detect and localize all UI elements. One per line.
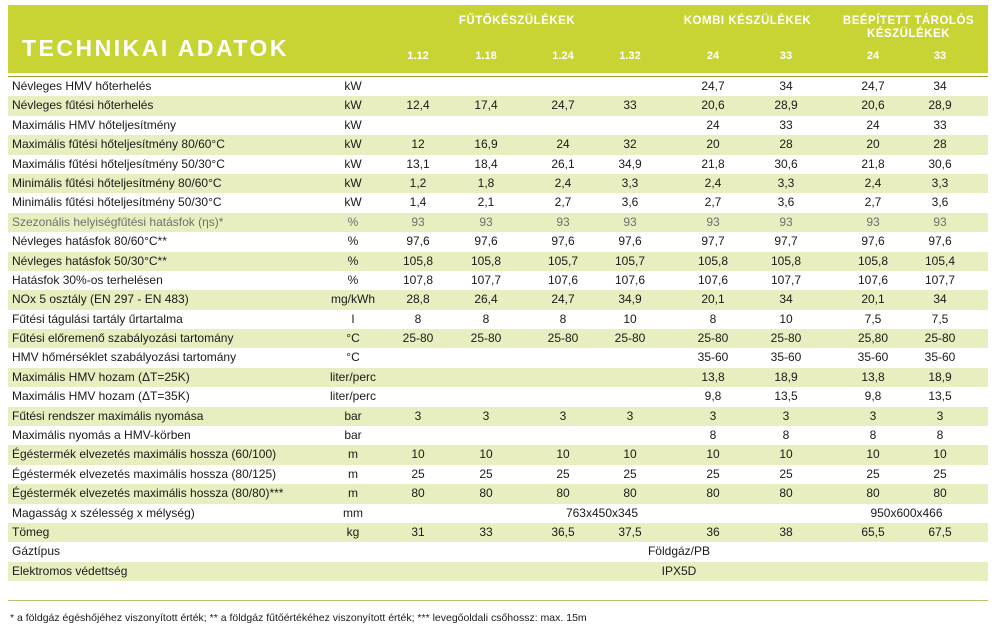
cell-value: 26,1 (551, 156, 575, 171)
cell-value: 80 (933, 486, 947, 501)
row-label: Maximális fűtési hőteljesítmény 80/60°C (12, 137, 225, 152)
cell-value: 25 (779, 466, 793, 481)
cell-value: 24,7 (861, 79, 885, 93)
row-label: Égéstermék elvezetés maximális hossza (60/100) (12, 447, 277, 462)
cell-value: 1,8 (477, 175, 495, 190)
cell-value: 35-60 (924, 350, 956, 365)
cell-value: 105,7 (547, 253, 579, 268)
cell-value: 25 (411, 466, 425, 481)
cell-value: 97,6 (618, 234, 642, 249)
cell-value: 2,4 (864, 175, 882, 190)
cell-value: 24 (556, 137, 570, 152)
cell-value: 20,6 (861, 98, 885, 113)
cell-value: 18,4 (474, 156, 498, 171)
column-heading: 24 (706, 50, 720, 62)
row-label: HMV hőmérséklet szabályozási tartomány (12, 350, 237, 365)
cell-value: 24 (866, 117, 880, 132)
row-unit: m (348, 447, 358, 462)
cell-value: 35-60 (770, 350, 802, 365)
merged-cell-value: Földgáz/PB (647, 544, 711, 559)
cell-value: 28,9 (928, 98, 952, 113)
row-unit: °C (346, 350, 360, 365)
table-row (8, 504, 988, 523)
cell-value: 33 (779, 117, 793, 132)
cell-value: 10 (866, 447, 880, 462)
cell-value: 107,6 (857, 272, 889, 287)
row-label: Magasság x szélesség x mélység) (12, 505, 195, 520)
cell-value: 93 (706, 214, 720, 229)
cell-value: 97,6 (406, 234, 430, 249)
cell-value: 33 (933, 117, 947, 132)
row-unit: kW (344, 79, 362, 93)
cell-value: 12,4 (406, 98, 430, 113)
cell-value: 3,6 (931, 195, 949, 210)
cell-value: 18,9 (928, 369, 952, 384)
cell-value: 24,7 (551, 292, 575, 307)
cell-value: 97,7 (701, 234, 725, 249)
cell-value: 10 (623, 311, 637, 326)
cell-value: 8 (869, 428, 877, 443)
cell-value: 8 (709, 311, 717, 326)
merged-cell-value: 950x600x466 (870, 505, 943, 520)
table-row (8, 193, 988, 212)
cell-value: 13,1 (406, 156, 430, 171)
cell-value: 25-80 (924, 331, 956, 346)
table-row (8, 523, 988, 542)
cell-value: 28 (779, 137, 793, 152)
cell-value: 97,6 (861, 234, 885, 249)
cell-value: 3 (869, 408, 877, 423)
cell-value: 38 (779, 524, 793, 539)
cell-value: 25 (623, 466, 637, 481)
cell-value: 34 (779, 292, 793, 307)
cell-value: 3 (626, 408, 634, 423)
cell-value: 34,9 (618, 292, 642, 307)
cell-value: 2,7 (864, 195, 882, 210)
row-label: Maximális nyomás a HMV-körben (12, 428, 191, 443)
cell-value: 24,7 (701, 79, 725, 93)
table-row (8, 542, 988, 561)
column-heading: 1.18 (475, 50, 497, 62)
cell-value: 16,9 (474, 137, 498, 152)
table-row (8, 387, 988, 406)
cell-value: 37,5 (618, 524, 642, 539)
cell-value: 8 (559, 311, 567, 326)
cell-value: 105,8 (770, 253, 802, 268)
table-row (8, 368, 988, 387)
cell-value: 105,8 (470, 253, 502, 268)
cell-value: 107,6 (697, 272, 729, 287)
cell-value: 8 (482, 311, 490, 326)
table-row (8, 77, 988, 96)
cell-value: 25-80 (770, 331, 802, 346)
cell-value: 105,8 (857, 253, 889, 268)
cell-value: 93 (556, 214, 570, 229)
cell-value: 13,5 (774, 389, 798, 404)
cell-value: 25 (479, 466, 493, 481)
cell-value: 24 (706, 117, 720, 132)
row-label: Maximális HMV hozam (ΔT=25K) (12, 369, 190, 384)
cell-value: 25-80 (697, 331, 729, 346)
cell-value: 8 (709, 428, 717, 443)
cell-value: 80 (623, 486, 637, 501)
cell-value: 9,8 (864, 389, 882, 404)
table-row (8, 155, 988, 174)
row-label: Gáztípus (12, 544, 61, 559)
table-row (8, 310, 988, 329)
row-unit: % (347, 253, 359, 268)
cell-value: 30,6 (928, 156, 952, 171)
table-row (8, 426, 988, 445)
cell-value: 105,7 (614, 253, 646, 268)
row-unit: kW (344, 98, 362, 113)
row-label: Fűtési tágulási tartály űrtartalma (12, 311, 183, 326)
cell-value: 97,6 (551, 234, 575, 249)
cell-value: 2,7 (704, 195, 722, 210)
cell-value: 107,7 (470, 272, 502, 287)
row-label: Hatásfok 30%-os terhelésen (12, 272, 163, 287)
cell-value: 20 (866, 137, 880, 152)
cell-value: 25 (556, 466, 570, 481)
cell-value: 21,8 (701, 156, 725, 171)
table-row (8, 174, 988, 193)
cell-value: 34 (933, 292, 947, 307)
cell-value: 3 (782, 408, 790, 423)
cell-value: 65,5 (861, 524, 885, 539)
table-row (8, 135, 988, 154)
row-unit: mm (343, 505, 363, 520)
cell-value: 97,6 (474, 234, 498, 249)
cell-value: 8 (414, 311, 422, 326)
row-unit: % (347, 272, 359, 287)
cell-value: 25-80 (614, 331, 646, 346)
cell-value: 3,3 (777, 175, 795, 190)
cell-value: 107,6 (547, 272, 579, 287)
row-label: Névleges HMV hőterhelés (12, 79, 152, 93)
merged-cell-value: 763x450x345 (565, 505, 639, 520)
cell-value: 3 (709, 408, 717, 423)
cell-value: 67,5 (928, 524, 952, 539)
row-label: Maximális fűtési hőteljesítmény 50/30°C (12, 156, 225, 171)
cell-value: 80 (779, 486, 793, 501)
row-label: Névleges hatásfok 50/30°C** (12, 253, 167, 268)
table-row (8, 407, 988, 426)
cell-value: 13,5 (928, 389, 952, 404)
cell-value: 1,2 (409, 175, 427, 190)
table-row (8, 465, 988, 484)
row-unit: mg/kWh (330, 292, 376, 307)
cell-value: 93 (779, 214, 793, 229)
cell-value: 32 (623, 137, 637, 152)
cell-value: 36,5 (551, 524, 575, 539)
cell-value: 20,6 (701, 98, 725, 113)
cell-value: 28,9 (774, 98, 798, 113)
table-row (8, 213, 988, 232)
cell-value: 93 (623, 214, 637, 229)
row-unit: °C (346, 331, 360, 346)
cell-value: 25-80 (470, 331, 502, 346)
cell-value: 3 (559, 408, 567, 423)
column-heading: 1.32 (619, 50, 641, 62)
row-label: Névleges fűtési hőterhelés (12, 98, 154, 113)
cell-value: 3 (482, 408, 490, 423)
row-unit: liter/perc (329, 369, 377, 384)
table-row (8, 252, 988, 271)
table-row (8, 445, 988, 464)
page-title: TECHNIKAI ADATOK (22, 35, 290, 61)
cell-value: 34 (933, 79, 947, 93)
cell-value: 10 (779, 311, 793, 326)
row-label: Névleges hatásfok 80/60°C** (12, 234, 167, 249)
column-heading: 33 (779, 50, 793, 62)
cell-value: 3,6 (777, 195, 795, 210)
cell-value: 10 (933, 447, 947, 462)
row-unit: kW (344, 117, 362, 132)
cell-value: 13,8 (861, 369, 885, 384)
cell-value: 3 (414, 408, 422, 423)
row-label: Égéstermék elvezetés maximális hossza (80/125) (12, 466, 277, 481)
row-unit: m (348, 486, 358, 501)
cell-value: 80 (479, 486, 493, 501)
cell-value: 24,7 (551, 98, 575, 113)
cell-value: 2,1 (477, 195, 495, 210)
cell-value: 35-60 (697, 350, 729, 365)
table-row (8, 116, 988, 135)
cell-value: 2,7 (554, 195, 572, 210)
row-unit: bar (344, 428, 362, 443)
cell-value: 12 (411, 137, 425, 152)
row-unit: m (348, 466, 358, 481)
cell-value: 3,3 (621, 175, 639, 190)
cell-value: 18,9 (774, 369, 798, 384)
row-unit: liter/perc (329, 389, 377, 404)
divider (8, 76, 988, 77)
cell-value: 93 (411, 214, 425, 229)
table-row (8, 562, 988, 581)
cell-value: 26,4 (474, 292, 498, 307)
cell-value: 107,8 (402, 272, 434, 287)
table-row (8, 232, 988, 251)
cell-value: 97,7 (774, 234, 798, 249)
cell-value: 1,4 (409, 195, 427, 210)
cell-value: 93 (479, 214, 493, 229)
row-unit: kW (344, 195, 362, 210)
cell-value: 7,5 (864, 311, 882, 326)
cell-value: 20,1 (861, 292, 885, 307)
row-label: Fűtési rendszer maximális nyomása (12, 408, 204, 423)
merged-cell-value: IPX5D (661, 563, 697, 578)
row-unit: bar (344, 408, 362, 423)
table-row (8, 290, 988, 309)
cell-value: 2,4 (554, 175, 572, 190)
row-label: Maximális HMV hőteljesítmény (12, 117, 177, 132)
column-heading: 24 (866, 50, 880, 62)
cell-value: 105,8 (697, 253, 729, 268)
table-row (8, 329, 988, 348)
cell-value: 80 (556, 486, 570, 501)
cell-value: 35-60 (857, 350, 889, 365)
table-row (8, 271, 988, 290)
cell-value: 34 (779, 79, 793, 93)
cell-value: 9,8 (704, 389, 722, 404)
footnote: * a földgáz égéshőjéhez viszonyított érték; ** a földgáz fűtőértékéhez viszonyított érték; *** levegőoldali csőhossz: max. 15m (10, 612, 587, 624)
row-unit: % (347, 234, 359, 249)
cell-value: 13,8 (701, 369, 725, 384)
cell-value: 3 (936, 408, 944, 423)
row-label: Minimális fűtési hőteljesítmény 50/30°C (12, 195, 222, 210)
divider (8, 600, 988, 601)
cell-value: 10 (556, 447, 570, 462)
cell-value: 36 (706, 524, 720, 539)
cell-value: 10 (623, 447, 637, 462)
cell-value: 7,5 (931, 311, 949, 326)
row-label: Minimális fűtési hőteljesítmény 80/60°C (12, 175, 222, 190)
row-unit: kg (346, 524, 360, 539)
cell-value: 10 (706, 447, 720, 462)
cell-value: 10 (479, 447, 493, 462)
row-label: Tömeg (12, 524, 50, 539)
row-label: Szezonális helyiségfűtési hatásfok (ηs)* (12, 214, 224, 229)
row-unit: l (351, 311, 355, 326)
table-row (8, 96, 988, 115)
cell-value: 25-80 (547, 331, 579, 346)
cell-value: 105,4 (924, 253, 956, 268)
cell-value: 93 (866, 214, 880, 229)
cell-value: 105,8 (402, 253, 434, 268)
table-row (8, 348, 988, 367)
cell-value: 25 (706, 466, 720, 481)
cell-value: 33 (623, 98, 637, 113)
cell-value: 10 (411, 447, 425, 462)
group-heading-combi: KOMBI KÉSZÜLÉKEK (683, 15, 812, 27)
cell-value: 93 (933, 214, 947, 229)
cell-value: 30,6 (774, 156, 798, 171)
cell-value: 34,9 (618, 156, 642, 171)
spec-table (8, 77, 988, 581)
row-unit: kW (344, 175, 362, 190)
cell-value: 25,80 (857, 331, 889, 346)
cell-value: 31 (411, 524, 425, 539)
row-label: Égéstermék elvezetés maximális hossza (80/80)*** (12, 486, 284, 501)
row-label: Fűtési előremenő szabályozási tartomány (12, 331, 234, 346)
cell-value: 107,7 (770, 272, 802, 287)
cell-value: 20,1 (701, 292, 725, 307)
cell-value: 107,7 (924, 272, 956, 287)
cell-value: 107,6 (614, 272, 646, 287)
group-heading-storage: BEÉPÍTETT TÁROLÓS KÉSZÜLÉKEK (842, 15, 975, 40)
cell-value: 21,8 (861, 156, 885, 171)
row-label: NOx 5 osztály (EN 297 - EN 483) (12, 292, 189, 307)
row-label: Maximális HMV hozam (ΔT=35K) (12, 389, 190, 404)
cell-value: 80 (411, 486, 425, 501)
cell-value: 8 (936, 428, 944, 443)
cell-value: 20 (706, 137, 720, 152)
table-row (8, 484, 988, 503)
cell-value: 28,8 (406, 292, 430, 307)
row-unit: kW (344, 137, 362, 152)
cell-value: 28 (933, 137, 947, 152)
cell-value: 25 (933, 466, 947, 481)
cell-value: 3,3 (931, 175, 949, 190)
row-unit: % (347, 214, 359, 229)
column-heading: 1.24 (552, 50, 574, 62)
cell-value: 2,4 (704, 175, 722, 190)
cell-value: 8 (782, 428, 790, 443)
column-heading: 33 (933, 50, 947, 62)
cell-value: 25-80 (402, 331, 434, 346)
group-heading-heaters: FŰTŐKÉSZÜLÉKEK (458, 15, 576, 27)
cell-value: 33 (479, 524, 493, 539)
row-label: Elektromos védettség (12, 563, 128, 578)
cell-value: 10 (779, 447, 793, 462)
cell-value: 25 (866, 466, 880, 481)
cell-value: 3,6 (621, 195, 639, 210)
cell-value: 80 (866, 486, 880, 501)
column-heading: 1.12 (407, 50, 429, 62)
cell-value: 97,6 (928, 234, 952, 249)
table-header (8, 5, 988, 73)
cell-value: 17,4 (474, 98, 498, 113)
row-unit: kW (344, 156, 362, 171)
cell-value: 80 (706, 486, 720, 501)
